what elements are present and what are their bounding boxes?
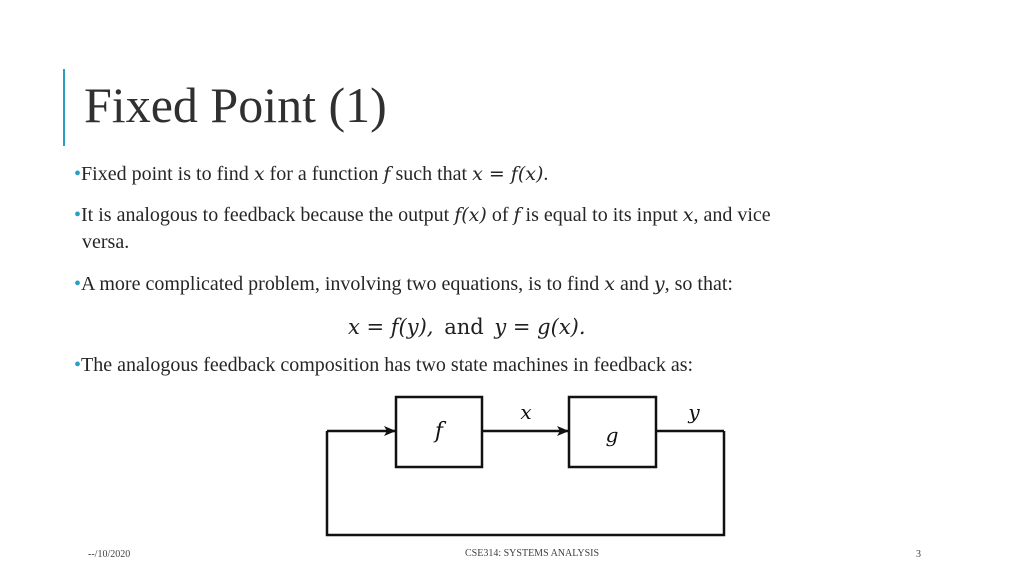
block-g-label: g (605, 423, 619, 447)
footer-page-number: 3 (916, 549, 921, 560)
bullet-1-math: x = f(x) (472, 163, 544, 185)
bullet-dot-icon: • (74, 354, 82, 376)
footer-date: --/10/2020 (88, 549, 131, 560)
bullet-4-text-1: The analogous feedback composition has two state machines in feedback as: (81, 354, 694, 376)
bullet-1 (74, 161, 974, 188)
bullet-2-text-2: of (486, 204, 514, 226)
bullet-3-var-x: x (604, 273, 615, 295)
signal-x-label: x (520, 400, 532, 424)
feedback-diagram (318, 388, 734, 542)
bullet-dot-icon: • (74, 204, 82, 226)
bullet-2-line-2: versa. (82, 231, 130, 253)
bullet-1-text-1: Fixed point is to find (81, 163, 254, 185)
title-accent-bar (63, 69, 65, 146)
bullet-3 (74, 271, 974, 298)
equation-part-1: x = f(y), (348, 315, 434, 339)
bullet-1-text-4: . (543, 163, 549, 185)
bullet-1-text-2: for a function (264, 163, 384, 185)
equation-part-2: y = g(x). (494, 315, 586, 339)
bullet-1-var-f: f (383, 163, 391, 185)
bullet-2-var-f: f (513, 204, 521, 226)
bullet-3-var-y: y (653, 273, 665, 295)
block-f-label: f (434, 419, 444, 444)
bullet-4 (74, 352, 974, 379)
bullet-3-text-3: , so that: (664, 273, 733, 295)
bullet-1-text-3: such that (390, 163, 473, 185)
bullet-3-text-2: and (615, 273, 654, 295)
bullet-2 (74, 202, 974, 256)
equation (348, 313, 586, 341)
bullet-3-text-1: A more complicated problem, involving two equations, is to find (81, 273, 605, 295)
bullet-dot-icon: • (74, 273, 82, 295)
bullet-2-math-fx: f(x) (454, 204, 487, 226)
bullet-2-text-1: It is analogous to feedback because the output (81, 204, 455, 226)
slide-title: Fixed Point (1) (84, 77, 387, 133)
feedback-loop-path (327, 431, 724, 535)
bullet-2-text-3: is equal to its input (520, 204, 683, 226)
bullet-dot-icon: • (74, 163, 82, 185)
bullet-1-var-x: x (253, 163, 265, 185)
bullet-2-var-x: x (682, 204, 694, 226)
footer-course: CSE314: SYSTEMS ANALYSIS (465, 548, 600, 559)
signal-y-label: y (688, 400, 700, 424)
bullet-2-text-4: , and vice (693, 204, 771, 226)
equation-connector: and (444, 315, 484, 339)
